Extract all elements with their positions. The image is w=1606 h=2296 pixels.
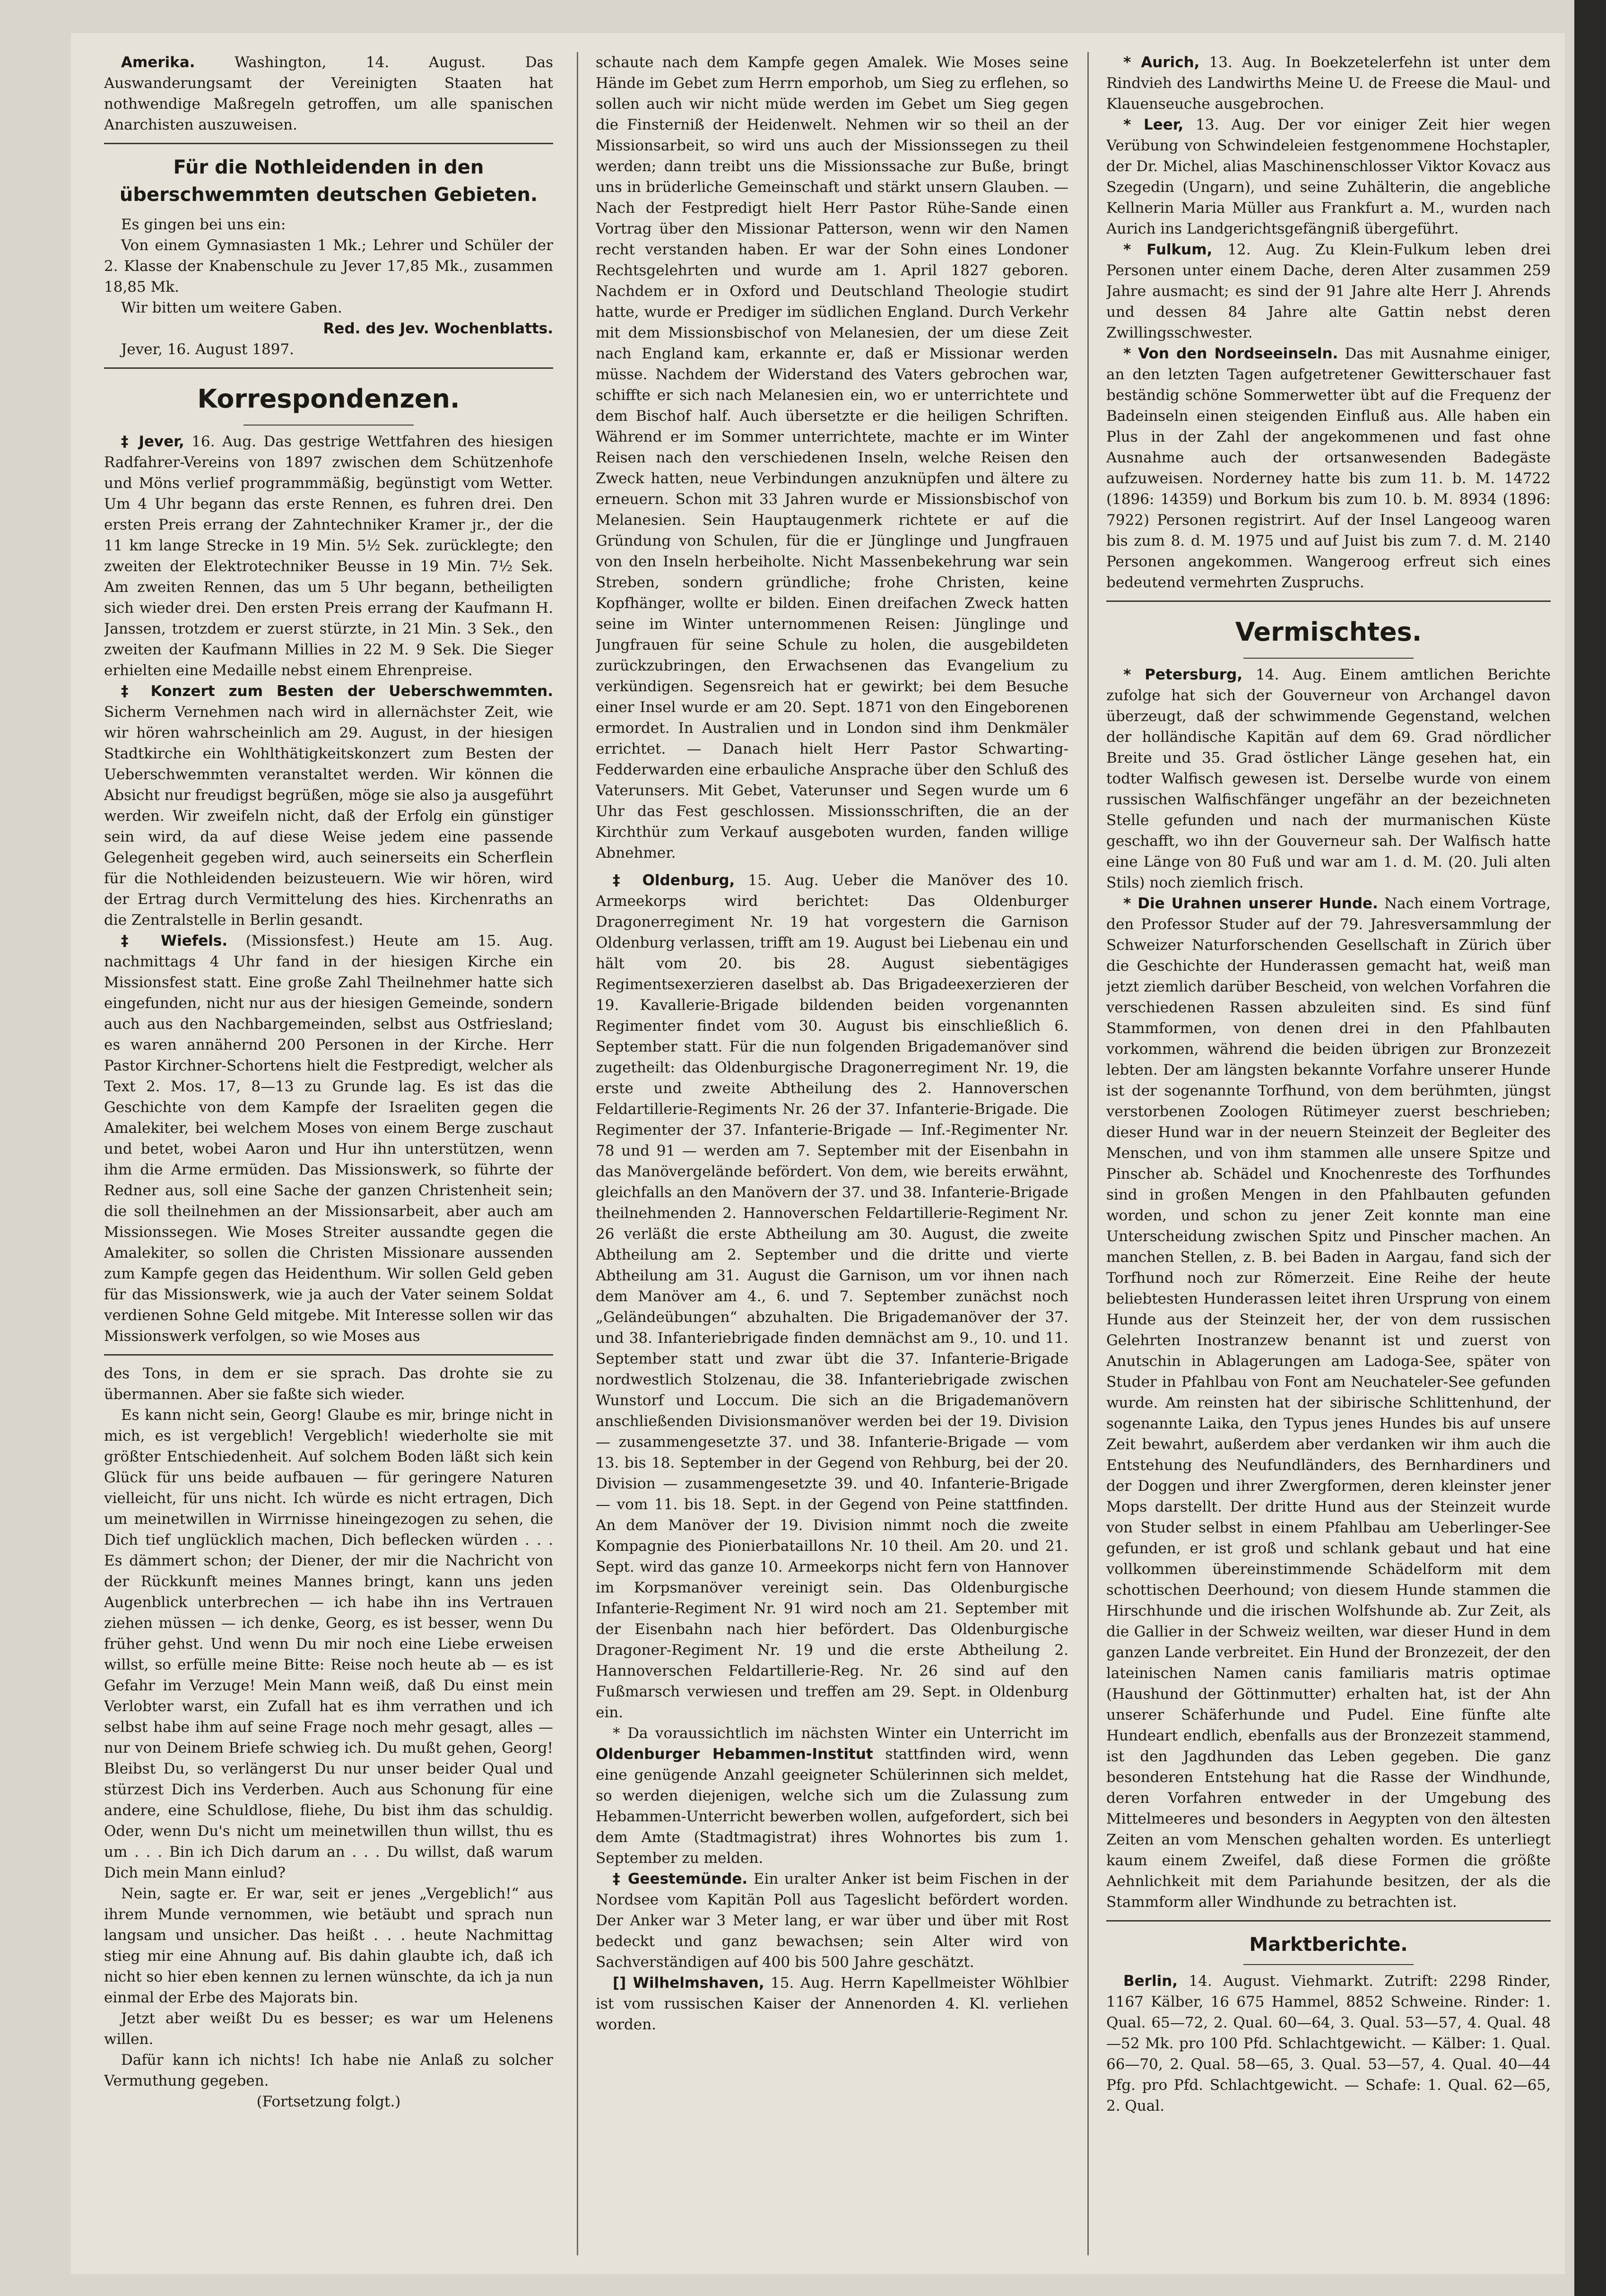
column-3 <box>1106 52 1551 2255</box>
divider <box>1106 1920 1551 1922</box>
relief-heading: Für die Nothleidenden in den überschwemmten deutschen Gebieten. <box>119 157 538 206</box>
divider <box>104 143 553 144</box>
article-geestemuende: ‡ Geestemünde. Ein uralter Anker ist beim Fischen in der Nordsee vom Kapitän Poll aus Tageslicht befördert worden. Der Anker war 3 Meter lang, er war über und über mit Rost bedeckt und ganz bewachsen; sein Alter wird von Sachverständigen auf 400 bis 500 Jahre geschätzt. <box>596 1870 1068 1971</box>
article-hunde: * Die Urahnen unserer Hunde. Nach einem Vortrage, den Professor Studer auf der 79. Jahresversammlung der Schweizer Naturforschenden Gesellschaft in Zürich über die Geschichte der Hunderassen gemacht hat, weiß man jetzt ziemlich darüber Bescheid, von welchen Vorfahren die verschiedenen Rassen abzuleiten sind. Es sind fünf Stammformen, von denen drei in den Pfahlbauten vorkommen, während die beiden übrigen zur Bronzezeit lebten. Der am längsten bekannte Vorfahre unserer Hunde ist der sogenannte Torfhund, von dem berühmten, jüngst verstorbenen Zoologen Rütimeyer zuerst beschrieben; dieser Hund war in der neuern Steinzeit der Begleiter des Menschen, und von ihm stammen alle unsere Spitze und Pinscher ab. Schädel und Knochenreste des Torfhundes sind in großen Mengen in den Pfahlbauten gefunden worden, und schon zu jener Zeit konnte man eine Unterscheidung zwischen Spitz und Pinscher machen. An manchen Stellen, z. B. bei Baden in Aargau, fand sich der Torfhund noch zur Römerzeit. Eine Reihe der heute beliebtesten Hunderassen leitet ihren Ursprung von einem Hunde aus der Steinzeit her, der von dem russischen Gelehrten Inostranzew benannt ist und zuerst von Anutschin in Ablagerungen am Ladoga-See, später von Studer in Pfahlbau von Font am Neuchateler-See gefunden wurde. Am reinsten hat der sibirische Schlittenhund, der sogenannte Laika, den Typus jenes Hundes bis auf unsere Zeit bewahrt, außerdem aber verdanken wir ihm auch die Entstehung des Neufundländers, des Bernhardiners und der Doggen und ihrer Zwergformen, deren kleinster jener Mops darstellt. Der dritte Hund aus der Steinzeit wurde von Studer selbst in einem Pfahlbau am Ueberlinger-See gefunden, er ist groß und schlank gebaut und hat eine vollkommen übereinstimmende Schädelform mit dem schottischen Deerhound; von diesem Hunde stammen die Hirschhunde und die irischen Wolfshunde ab. Zur Zeit, als die Gallier in der Schweiz weilten, war dieser Hund in dem ganzen Lande verbreitet. Ein Hund der Bronzezeit, der den lateinischen Namen canis familiaris matris optimae (Haushund der Göttinmutter) erhalten hat, ist der Ahn unserer Schäferhunde und Pudel. Eine fünfte alte Hundeart endlich, ebenfalls aus der Bronzezeit stammend, ist den Jagdhunden das Leben gegeben. Die ganz besonderen Entstehung hat die Rasse der Windhunde, deren Vorfahren entweder in der Umgebung des Mittelmeeres und besonders in Aegypten von den ältesten Zeiten an vom Menschen gehalten worden. Es unterliegt kaum einem Zweifel, daß diese Formen die größte Aehnlichkeit mit dem Pariahunde besitzen, der als die Stammform aller Windhunde zu betrachten ist. <box>1106 895 1551 1911</box>
article-petersburg: * Petersburg, 14. Aug. Einem amtlichen Berichte zufolge hat sich der Gouverneur von Archangel davon überzeugt, daß der schwimmende Gegenstand, welchen der holländische Kapitän auf dem 69. Grad nördlicher Breite und 35. Grad östlicher Länge gesehen hat, ein todter Walfisch gewesen ist. Derselbe wurde von einem russischen Walfischfänger ungefähr an der bezeichneten Stelle gefunden und nach der murmanischen Küste geschafft, wo ihn der Gouverneur sah. Der Walfisch hatte eine Länge von 80 Fuß und war am 1. d. M. (20. Juli alten Stils) noch ziemlich frisch. <box>1106 666 1551 891</box>
article-hebammen: * Da voraussichtlich im nächsten Winter ein Unterricht im Oldenburger Hebammen-Institut stattfinden wird, wenn eine genügende Anzahl geeigneter Schülerinnen sich meldet, so werden diejenigen, welche sich um die Zulassung zum Hebammen-Unterricht bewerben wollen, aufgefordert, sich bei dem Amte (Stadtmagistrat) ihres Wohnortes bis zum 1. September zu melden. <box>596 1725 1068 1867</box>
relief-intro: Es gingen bei uns ein: <box>121 216 286 233</box>
column-1 <box>104 52 553 2255</box>
column-rule <box>577 52 578 2255</box>
article-wilhelmshaven: [] Wilhelmshaven, 15. Aug. Herrn Kapellmeister Wöhlbier ist vom russischen Kaiser der Annenorden 4. Kl. verliehen worden. <box>596 1974 1068 2033</box>
story-continuation: (Fortsetzung folgt.) <box>256 2093 401 2110</box>
relief-ask: Wir bitten um weitere Gaben. <box>121 299 342 316</box>
article-fulkum: * Fulkum, 12. Aug. Zu Klein-Fulkum leben drei Personen unter einem Dache, deren Alter zusammen 259 Jahre ausmacht; es sind der 91 Jahre alte Herr J. Ahrends und dessen 84 Jahre alte Gattin nebst deren Zwillingsschwester. <box>1106 241 1551 341</box>
story-paragraph: des Tons, in dem er sie sprach. Das drohte sie zu übermannen. Aber sie faßte sich wieder. <box>104 1365 553 1403</box>
column-2 <box>596 52 1068 2255</box>
divider <box>1106 600 1551 602</box>
article-leer: * Leer, 13. Aug. Der vor einiger Zeit hier wegen Verübung von Schwindeleien festgenommene Hochstapler, der Dr. Michel, alias Maschinenschlosser Viktor Kovacz aus Szegedin (Ungarn), und seine Zuhälterin, die angebliche Kellnerin Maria Müller aus Frankfurt a. M., wurden nach Aurich ins Landgerichtsgefängniß übergeführt. <box>1106 116 1551 237</box>
article-berlin-markt: Berlin, 14. August. Viehmarkt. Zutrift: 2298 Rinder, 1167 Kälber, 16 675 Hammel, 8852 Schweine. Rinder: 1. Qual. 65—72, 2. Qual. 60—64, 3. Qual. 53—57, 4. Qual. 48—52 Mk. pro 100 Pfd. Schlachtgewicht. — Kälber: 1. Qual. 66—70, 2. Qual. 58—65, 3. Qual. 53—57, 4. Qual. 40—44 Pfg. pro Pfd. Schlachtgewicht. — Schafe: 1. Qual. 62—65, 2. Qual. <box>1106 1973 1551 2114</box>
page-edge-shadow <box>1574 0 1606 2296</box>
short-rule <box>1243 658 1414 659</box>
article-nordseeinseln: * Von den Nordseeinseln. Das mit Ausnahme einiger, an den letzten Tagen aufgetretener Gewitterschauer fast beständig schöne Sommerwetter übt auf die Frequenz der Badeinseln einen steigenden Einfluß aus. Alle haben ein Plus in der Zahl der angekommenen und fast ohne Ausnahme auch der ortsanwesenden Badegäste aufzuweisen. Norderney hatte bis zum 11. b. M. 14722 (1896: 14359) und Borkum bis zum 10. b. M. 8934 (1896: 7922) Personen registrirt. Auf der Insel Langeoog waren bis zum 8. d. M. 1975 und auf Juist bis zum 7. d. M. 2140 Personen angekommen. Wangeroog erfreut sich eines bedeutend vermehrten Zuspruchs. <box>1106 345 1551 591</box>
story-paragraph: Es kann nicht sein, Georg! Glaube es mir, bringe nicht in mich, es ist vergeblich! Vergeblich! wiederholte sie mit größter Entschiedenheit. Auf solchem Boden läßt sich kein Glück für uns beide aufbauen — für geringere Naturen vielleicht, für uns nicht. Ich würde es nicht ertragen, Dich um meinetwillen in Wirrnisse hineingezogen zu sehen, die Dich tief unglücklich machen, Dich beflecken würden . . . Es dämmert schon; der Diener, der mir die Nachricht von der Rückkunft meines Mannes bringt, kann uns jeden Augenblick unterbrechen — ich habe ihn ins Vertrauen ziehen müssen — ich denke, Georg, es ist besser, wenn Du früher gehst. Und wenn Du mir noch eine Liebe erweisen willst, so erfülle meine Bitte: Reise noch heute ab — es ist Gefahr im Verzuge! Mein Mann weiß, daß Du einst mein Verlobter warst, ein Zufall hat es ihm verrathen und ich selbst habe ihm auf seine Frage noch mehr gesagt, alles — nur von Deinem Briefe schwieg ich. Du mußt gehen, Georg! Bleibst Du, so verlängerst Du nur unser beider Qual und stürzest Dich ins Verderben. Auch aus Schonung für eine andere, eine Schuldlose, fliehe, Du bist ihm das schuldig. Oder, wenn Du's nicht um meinetwillen thun willst, thu es um . . . Bin ich Dich darum an . . . Du willst, daß warum Dich mein Mann einlud? <box>104 1407 553 1881</box>
section-heading-vermischtes: Vermischtes. <box>1235 617 1422 647</box>
short-rule <box>1243 1964 1414 1965</box>
article-oldenburg: ‡ Oldenburg, 15. Aug. Ueber die Manöver des 10. Armeekorps wird berichtet: Das Oldenburger Dragonerregiment Nr. 19 hat vorgestern die Garnison Oldenburg verlassen, trifft am 19. August bei Liebenau ein und hält vom 20. bis 28. August siebentägiges Regimentsexerzieren daselbst ab. Das Brigadeexerzieren der 19. Kavallerie-Brigade bildenden beiden vorgenannten Regimenter findet vom 30. August bis einschließlich 6. September statt. Für die nun folgenden Brigademanöver sind zugetheilt: das Oldenburgische Dragonerregiment Nr. 19, die erste und zweite Abtheilung des 2. Hannoverschen Feldartillerie-Regiments Nr. 26 der 37. Infanterie-Brigade. Die Regimenter der 37. Infanterie-Brigade — Inf.-Regimenter Nr. 78 und 91 — werden am 7. September mit der Eisenbahn in das Manövergelände befördert. Von dem, wie bereits erwähnt, gleichfalls an den Manövern der 37. und 38. Infanterie-Brigade theilnehmenden 2. Hannoverschen Feldartillerie-Regiment Nr. 26 verläßt die erste Abtheilung am 30. August, die zweite Abtheilung am 2. September und die dritte und vierte Abtheilung am 31. August die Garnison, um vor ihnen nach dem Manöver am 4., 6. und 7. September zunächst noch „Geländeübungen“ abzuhalten. Die Brigademanöver der 37. und 38. Infanteriebrigade finden demnächst am 9., 10. und 11. September statt und zwar übt die 37. Infanterie-Brigade nordwestlich Stolzenau, die 38. Infanteriebrigade zwischen Wunstorf und Loccum. Die sich an die Brigademanövern anschließenden Divisionsmanöver werden bei der 19. Division — zusammengesetzte 37. und 38. Infanterie-Brigade — vom 13. bis 18. September in der Gegend von Rehburg, bei der 20. Division — zusammengesetzte 39. und 40. Infanterie-Brigade — vom 11. bis 18. Sept. in der Gegend von Peine stattfinden. An dem Manöver der 19. Division nimmt noch die zweite Kompagnie des Pionierbataillons Nr. 10 theil. Am 20. und 21. Sept. wird das ganze 10. Armeekorps nicht fern von Hannover im Korpsmanöver vereinigt sein. Das Oldenburgische Infanterie-Regiment Nr. 91 wird noch am 21. September mit der Eisenbahn nach hier befördert. Das Oldenburgische Dragoner-Regiment Nr. 19 und die erste Abtheilung 2. Hannoverschen Feldartillerie-Reg. Nr. 26 sind auf den Fußmarsch verwiesen und treffen am 29. Sept. in Oldenburg ein. <box>596 872 1068 1721</box>
article-aurich: * Aurich, 13. Aug. In Boekzetelerfehn ist unter dem Rindvieh des Landwirths Meine U. de Freese die Maul- und Klauenseuche ausgebrochen. <box>1106 54 1551 113</box>
story-paragraph: Nein, sagte er. Er war, seit er jenes „Vergeblich!“ aus ihrem Munde vernommen, wie betäubt und sprach nun langsam und unsicher. Das heißt . . . heute Nachmittag stieg mir eine Ahnung auf. Bis dahin glaubte ich, daß ich nicht so hier eben kennen zu lernen wünschte, da ich ja nun einmal der Erbe des Majorats bin. <box>104 1885 553 2006</box>
article-konzert: ‡ Konzert zum Besten der Ueberschwemmten. Sicherm Vernehmen nach wird in allernächster Zeit, wie wir hören wahrscheinlich am 29. August, in der hiesigen Stadtkirche ein Wohlthätigkeitskonzert zum Besten der Ueberschwemmten veranstaltet werden. Wir können die Absicht nur freudigst begrüßen, möge sie also ja ausgeführt werden. Wir zweifeln nicht, daß der Erfolg ein günstiger sein wird, da auf diese Weise jedem eine passende Gelegenheit gegeben wird, auch seinerseits ein Scherflein für die Nothleidenden beizusteuern. Wie wir hören, wird der Ertrag durch Vermittelung des hies. Kirchenraths an die Zentralstelle in Berlin gesandt. <box>104 683 553 929</box>
divider <box>104 367 553 369</box>
section-heading-marktberichte: Marktberichte. <box>1249 1934 1408 1956</box>
article-mission-cont: schaute nach dem Kampfe gegen Amalek. Wie Moses seine Hände im Gebet zum Herrn emporhob, um Sieg zu erflehen, so sollen auch wir nicht müde werden im Gebet um Sieg gegen die Finsterniß der Heidenwelt. Nehmen wir so theil an der Missionsarbeit, so wird uns auch der Missionssegen zu theil werden; dann treibt uns die Missionssache zur Buße, bringt uns in brüderliche Gemeinschaft und stärkt unsern Glauben. — Nach der Festpredigt hielt Herr Pastor Rühe-Sande einen Vortrag über den Missionar Patterson, wenn wir den Namen recht verstanden haben. Er war der Sohn eines Londoner Rechtsgelehrten und wurde am 1. April 1827 geboren. Nachdem er in Oxford und Deutschland Theologie studirt hatte, wurde er Prediger im südlichen England. Durch Verkehr mit dem Missionsbischof von Melanesien, der um diese Zeit nach England kam, erkannte er, daß er Missionar werden müsse. Nachdem der Widerstand des Vaters gebrochen war, schiffte er sich nach Melanesien ein, wo er unterrichtete und dem Bischof half. Auch übersetzte er die heiligen Schriften. Während er im Sommer unterrichtete, machte er im Winter Reisen nach den verschiedenen Inseln, welche Reisen den Zweck hatten, neue Verbindungen anzuknüpfen und ältere zu erneuern. Schon mit 33 Jahren wurde er Missionsbischof von Melanesien. Sein Hauptaugenmerk richtete er auf die Gründung von Schulen, für die er Jünglinge und Jungfrauen von den Inseln herbeiholte. Nicht Massenbekehrung war sein Streben, sondern gründliche; frohe Christen, keine Kopfhänger, wollte er bilden. Einen dreifachen Zweck hatten seine im Winter unternommenen Reisen: Jünglinge und Jungfrauen für seine Schule zu holen, die ausgebildeten zurückzubringen, den Erwachsenen das Evangelium zu verkündigen. Segensreich hat er gewirkt; bei dem Besuche einer Insel wurde er am 20. Sept. 1871 von den Eingeborenen ermordet. In Australien und in London sind ihm Denkmäler errichtet. — Danach hielt Herr Pastor Schwarting-Fedderwarden eine erbauliche Ansprache über den Schluß des Vaterunsers. Mit Gebet, Vaterunser und Segen wurde um 6 Uhr das Fest geschlossen. Missionsschriften, die an der Kirchthür zum Verkauf ausgeboten wurden, fanden willige Abnehmer. <box>596 54 1068 861</box>
short-rule <box>243 425 414 426</box>
relief-item: Von einem Gymnasiasten 1 Mk.; Lehrer und Schüler der 2. Klasse der Knabenschule zu Jever 17,85 Mk., zusammen 18,85 Mk. <box>104 237 553 296</box>
newspaper-page <box>71 33 1565 2274</box>
article-amerika: Amerika. Washington, 14. August. Das Auswanderungsamt der Vereinigten Staaten hat nothwendige Maßregeln getroffen, um alle spanischen Anarchisten auszuweisen. <box>104 54 553 133</box>
story-paragraph: Jetzt aber weißt Du es besser; es war um Helenens willen. <box>104 2010 553 2048</box>
story-paragraph: Dafür kann ich nichts! Ich habe nie Anlaß zu solcher Vermuthung gegeben. <box>104 2052 553 2089</box>
article-wiefels: ‡ Wiefels. (Missionsfest.) Heute am 15. Aug. nachmittags 4 Uhr fand in der hiesigen Kirche ein Missionsfest statt. Eine große Zahl Theilnehmer hatte sich eingefunden, nicht nur aus der hiesigen Gemeinde, sondern auch aus den Nachbargemeinden, selbst aus Ostfriesland; es waren annähernd 200 Personen in der Kirche. Herr Pastor Kirchner-Schortens hielt die Festpredigt, welcher als Text 2. Mos. 17, 8—13 zu Grunde lag. Es ist das die Geschichte von dem Kampfe der Israeliten gegen die Amalekiter, bei welchem Moses von einem Berge zuschaut und betet, wobei Aaron und Hur ihn unterstützen, wenn ihm die Arme ermüden. Das Missionswerk, so führte der Redner aus, soll eine Sache der ganzen Christenheit sein; die soll theilnehmen an der Missionsarbeit, aber auch am Missionssegen. Wie Moses Streiter aussandte gegen die Amalekiter, so sollen die Christen Missionare aussenden zum Kampfe gegen das Heidenthum. Wir sollen Geld geben für das Missionswerk, wie ja auch der Vater seinem Soldat verdienen Sohne Geld mitgebe. Mit Interesse sollen wir das Missionswerk verfolgen, so wie Moses aus <box>104 932 553 1345</box>
feuilleton-divider <box>104 1354 553 1356</box>
relief-signature: Red. des Jev. Wochenblatts. <box>323 320 553 337</box>
article-jever: ‡ Jever, 16. Aug. Das gestrige Wettfahren des hiesigen Radfahrer-Vereins von 1897 zwischen dem Schützenhofe und Möns verlief programmmäßig, begünstigt vom Wetter. Um 4 Uhr begann das erste Rennen, es fuhren drei. Den ersten Preis errang der Zahntechniker Kramer jr., der die 11 km lange Strecke in 19 Min. 5½ Sek. zurücklegte; den zweiten der Elektrotechniker Beusse in 19 Min. 7½ Sek. Am zweiten Rennen, das um 5 Uhr begann, betheiligten sich wieder drei. Den ersten Preis errang der Kaufmann H. Janssen, trotzdem er zuerst stürzte, in 21 Min. 3 Sek., den zweiten der Kaufmann Millies in 22 M. 9 Sek. Die Sieger erhielten eine Medaille nebst einem Ehrenpreise. <box>104 433 553 679</box>
column-rule <box>1087 52 1089 2255</box>
section-heading-korrespondenzen: Korrespondenzen. <box>197 384 460 414</box>
relief-date: Jever, 16. August 1897. <box>121 341 295 358</box>
